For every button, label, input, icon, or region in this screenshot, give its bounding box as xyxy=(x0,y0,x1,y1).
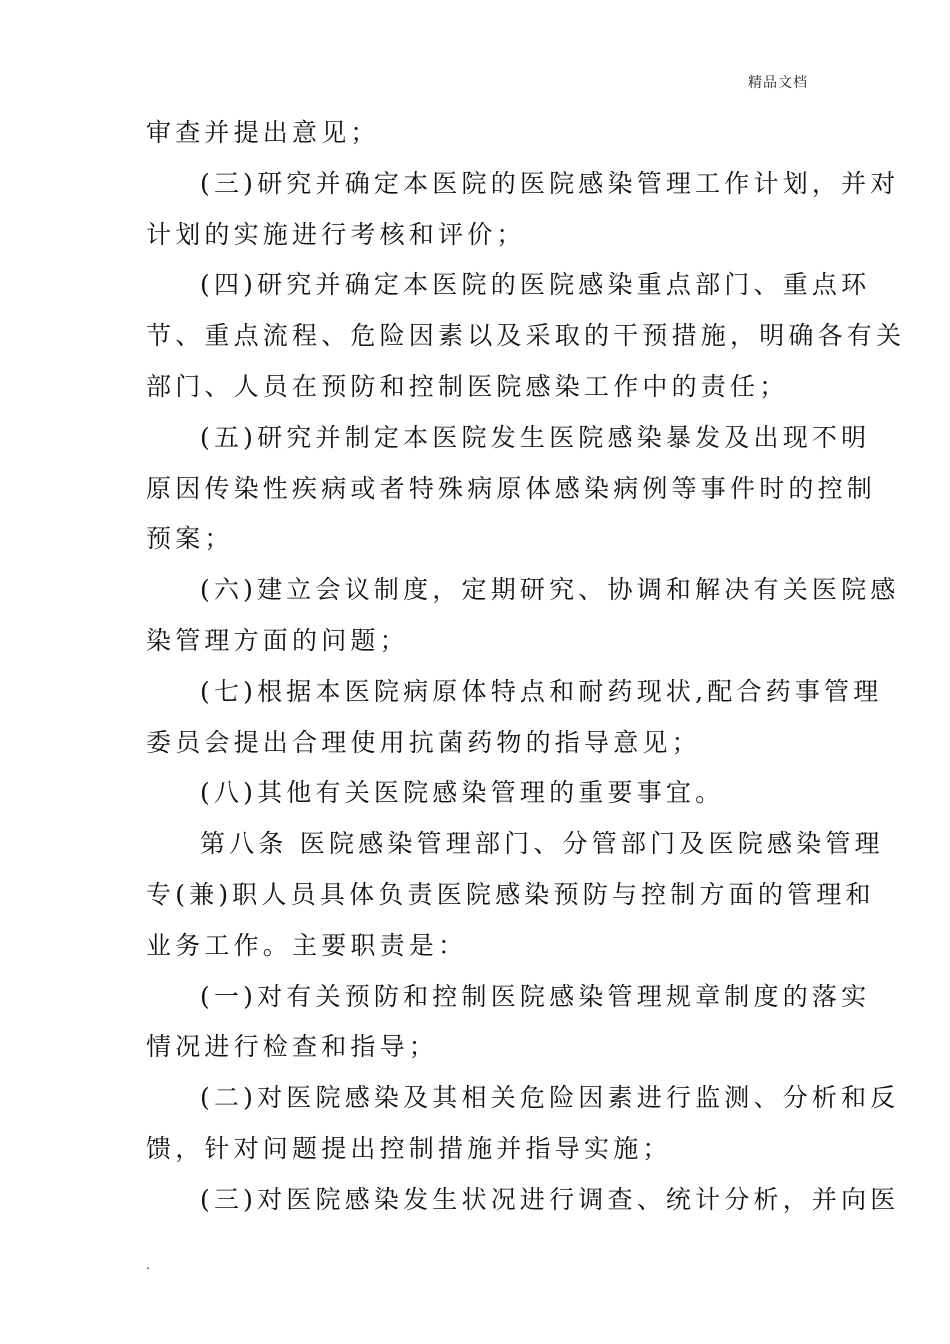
text-line-11: 染管理方面的问题； xyxy=(146,625,409,655)
text-line-19: 情况进行检查和指导； xyxy=(146,1032,439,1062)
footer-mark: . xyxy=(146,1258,150,1272)
text-line-2: (三)研究并确定本医院的医院感染管理工作计划，并对 xyxy=(200,168,900,198)
text-line-13: 委员会提出合理使用抗菌药物的指导意见； xyxy=(146,727,701,757)
text-line-22: (三)对医院感染发生状况进行调查、统计分析，并向医 xyxy=(200,1184,900,1214)
text-line-18: (一)对有关预防和控制医院感染管理规章制度的落实 xyxy=(200,981,871,1011)
text-line-5: 节、重点流程、危险因素以及采取的干预措施，明确各有关 xyxy=(146,321,906,351)
page-header-label: 精品文档 xyxy=(748,75,808,91)
text-line-12: (七)根据本医院病原体特点和耐药现状,配合药事管理 xyxy=(200,676,883,706)
text-line-3: 计划的实施进行考核和评价； xyxy=(146,219,526,249)
text-line-8: 原因传染性疾病或者特殊病原体感染病例等事件时的控制 xyxy=(146,473,877,503)
text-line-10: (六)建立会议制度，定期研究、协调和解决有关医院感 xyxy=(200,575,900,605)
text-line-15: 第八条 医院感染管理部门、分管部门及医院感染管理 xyxy=(200,829,884,859)
text-line-21: 馈，针对问题提出控制措施并指导实施； xyxy=(146,1133,672,1163)
text-line-6: 部门、人员在预防和控制医院感染工作中的责任； xyxy=(146,371,789,401)
text-line-7: (五)研究并制定本医院发生医院感染暴发及出现不明 xyxy=(200,422,871,452)
text-line-1: 审查并提出意见； xyxy=(146,118,380,147)
text-line-20: (二)对医院感染及其相关危险因素进行监测、分析和反 xyxy=(200,1083,900,1113)
text-line-14: (八)其他有关医院感染管理的重要事宜。 xyxy=(200,778,725,808)
text-line-4: (四)研究并确定本医院的医院感染重点部门、重点环 xyxy=(200,270,871,300)
document-body xyxy=(146,108,906,1226)
text-line-9: 预案； xyxy=(146,524,234,554)
text-line-16: 专(兼)职人员具体负责医院感染预防与控制方面的管理和 xyxy=(146,879,875,909)
text-line-17: 业务工作。主要职责是： xyxy=(146,930,468,960)
